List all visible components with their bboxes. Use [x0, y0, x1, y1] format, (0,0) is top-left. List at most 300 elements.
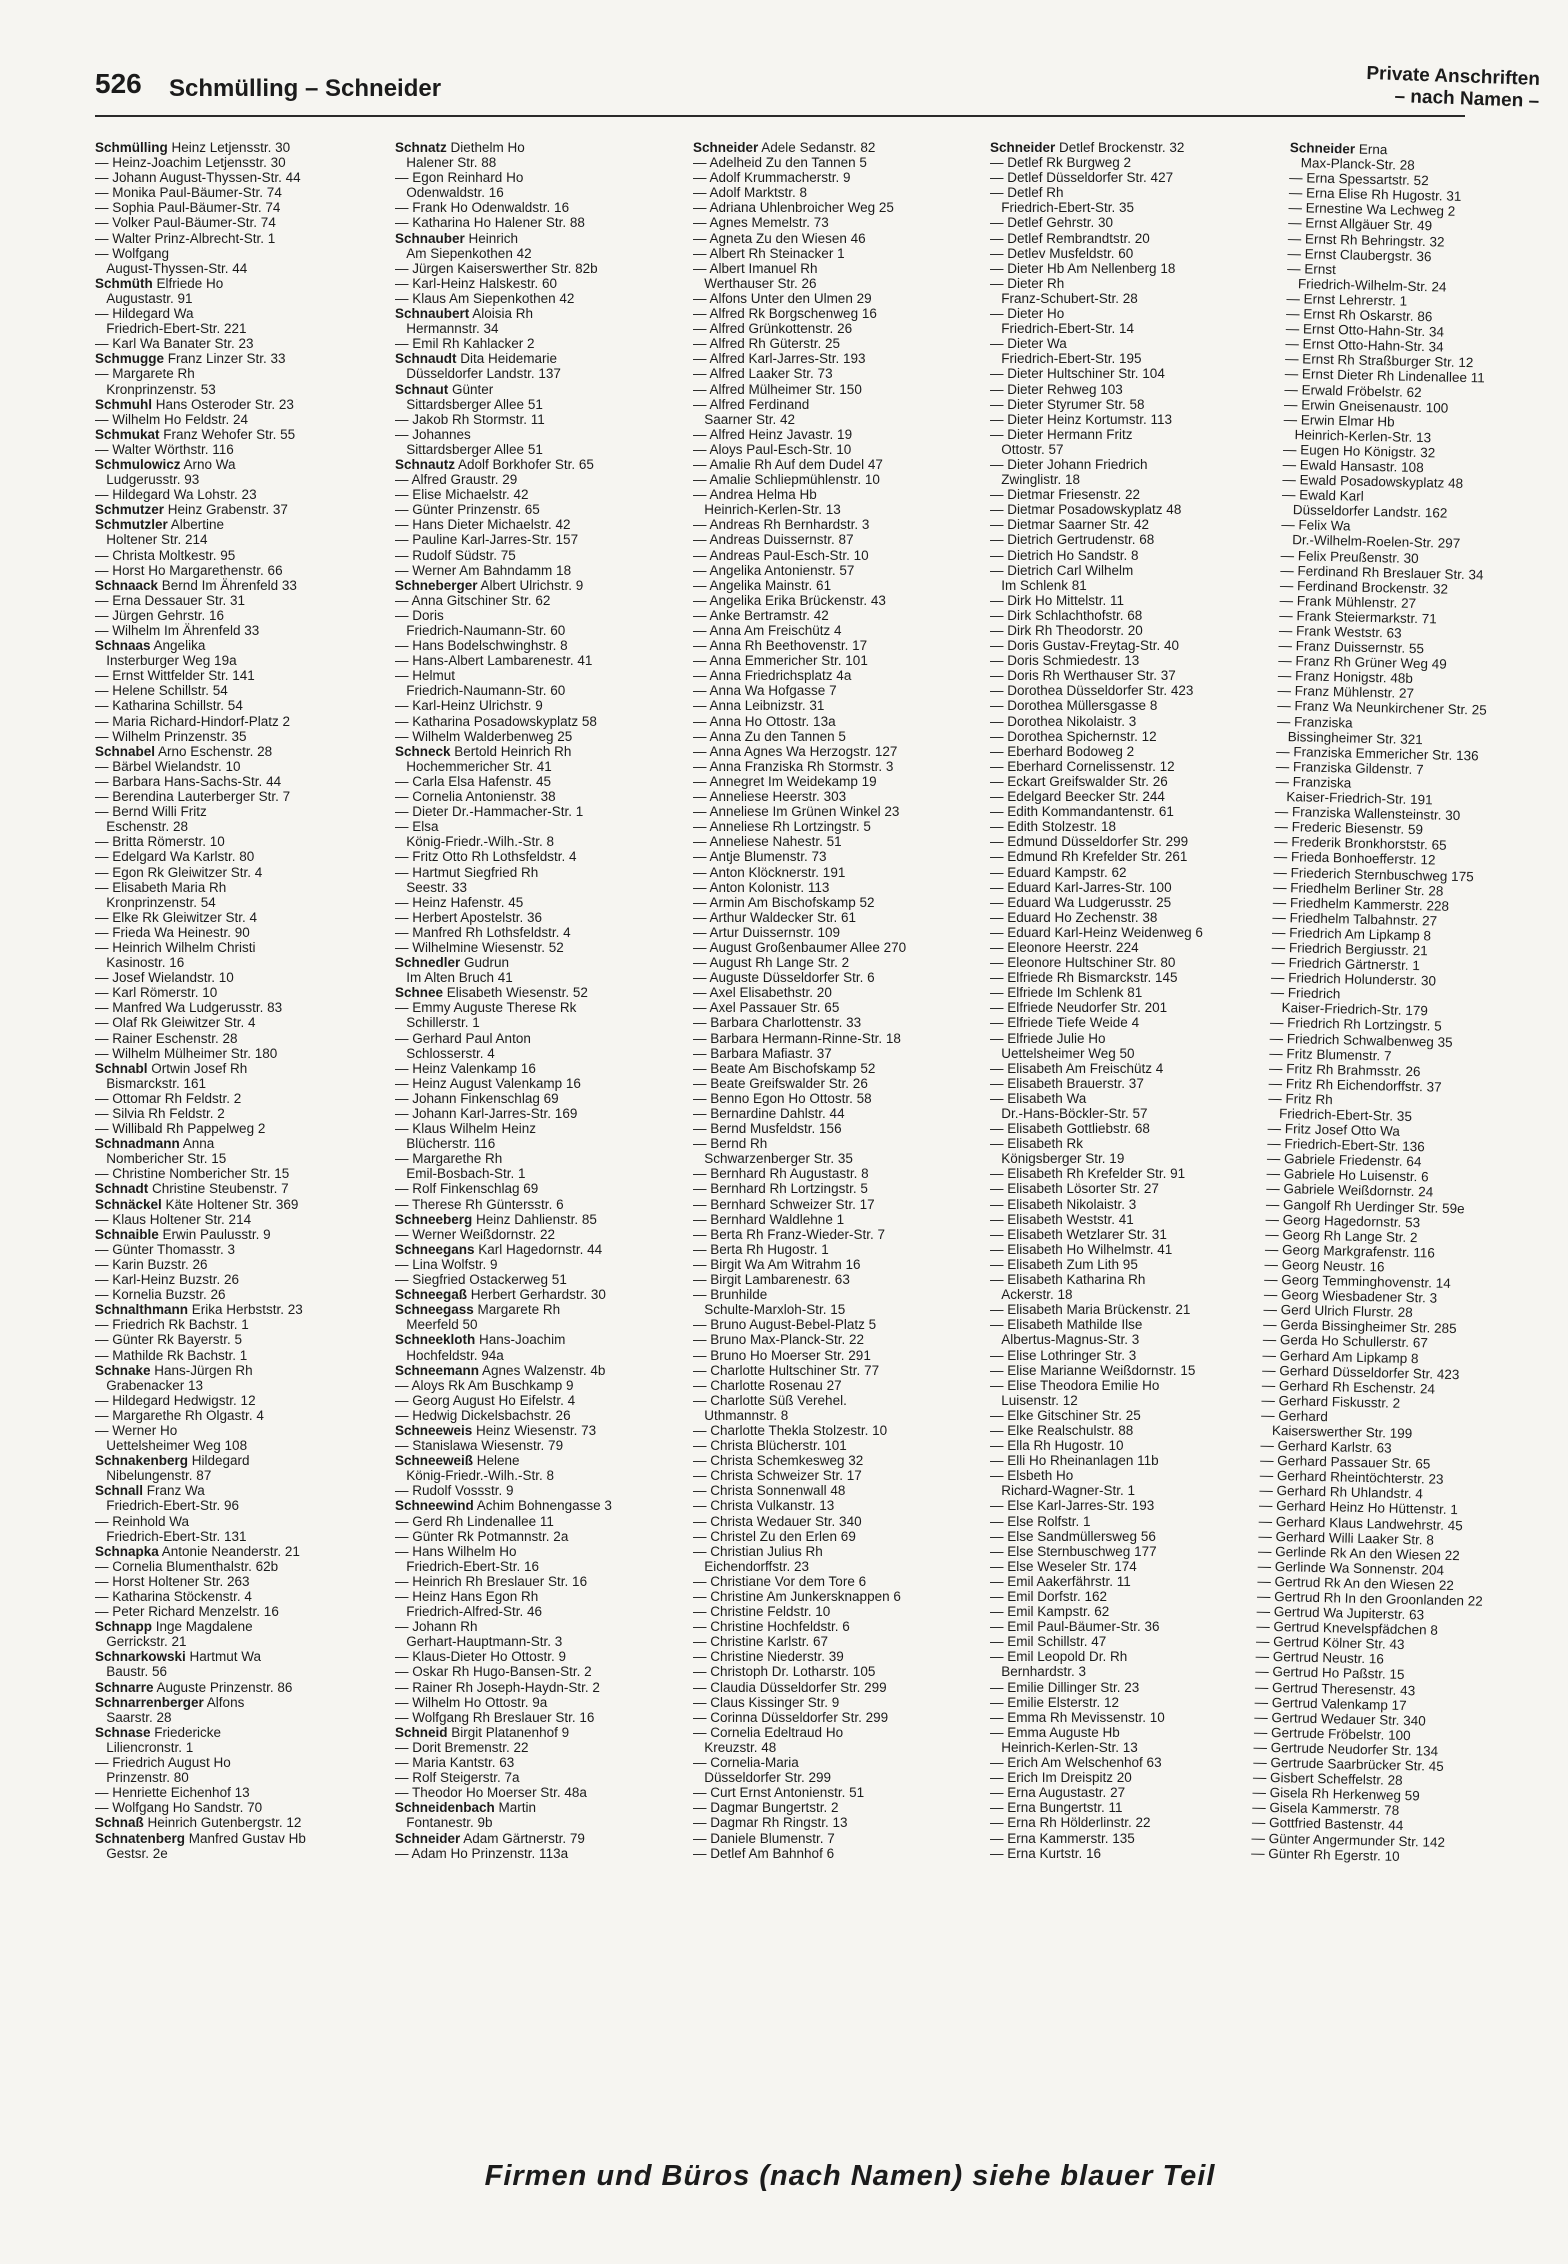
directory-entry: — Rainer Rh Joseph-Haydn-Str. 2 — [395, 1679, 600, 1695]
directory-entry: — Theodor Ho Moerser Str. 48a — [395, 1785, 587, 1801]
directory-entry: Hochfeldstr. 94a — [395, 1347, 504, 1363]
directory-entry: Ludgerusstr. 93 — [95, 472, 200, 488]
directory-entry: — Alfred Heinz Javastr. 19 — [693, 426, 853, 442]
directory-entry: Königsberger Str. 19 — [990, 1151, 1125, 1167]
directory-entry: — Gerhard Karlstr. 63 — [1260, 1437, 1392, 1456]
directory-entry: — Beate Am Bischofskamp 52 — [693, 1060, 876, 1076]
directory-entry: — Berta Rh Hugostr. 1 — [693, 1241, 829, 1257]
directory-entry: August-Thyssen-Str. 44 — [95, 260, 248, 276]
directory-entry: — Klaus Am Siepenkothen 42 — [395, 290, 575, 306]
directory-entry: — Rolf Steigerstr. 7a — [395, 1770, 520, 1786]
directory-entry: — Edelgard Beecker Str. 244 — [990, 789, 1165, 805]
directory-entry: — Edelgard Wa Karlstr. 80 — [95, 849, 255, 865]
directory-entry: Nombericher Str. 15 — [95, 1151, 227, 1167]
section-label-line2: – nach Namen – — [1394, 85, 1540, 113]
directory-entry: — Eberhard Cornelissenstr. 12 — [990, 758, 1175, 774]
directory-entry: — Rainer Eschenstr. 28 — [95, 1030, 238, 1046]
directory-entry: — Heinz August Valenkamp 16 — [395, 1075, 581, 1091]
directory-entry: — Gerhard Düsseldorfer Str. 423 — [1261, 1362, 1460, 1382]
directory-entry: — Elsa — [395, 819, 439, 835]
directory-entry: — Dieter Rh — [990, 275, 1065, 291]
directory-entry: — Erich Am Welschenhof 63 — [990, 1755, 1162, 1771]
directory-entry: — Frieda Bonhoefferstr. 12 — [1273, 849, 1436, 868]
directory-entry: — Margarethe Rh — [395, 1151, 503, 1167]
directory-entry: Schneck Bertold Heinrich Rh — [395, 743, 572, 759]
directory-entry: — Gerhard Klaus Landwehrstr. 45 — [1258, 1513, 1463, 1533]
directory-entry: — Frieda Wa Heinestr. 90 — [95, 924, 250, 940]
directory-entry: — Elisabeth Maria Brückenstr. 21 — [990, 1302, 1191, 1318]
directory-entry: — Cornelia Antonienstr. 38 — [395, 789, 556, 805]
directory-entry: — Anna Franziska Rh Stormstr. 3 — [693, 758, 894, 774]
directory-entry: — Wilhelm Walderbenweg 25 — [395, 728, 573, 744]
directory-entry: Eichendorffstr. 23 — [693, 1558, 810, 1574]
directory-entry: — Anna Wa Hofgasse 7 — [693, 683, 837, 699]
directory-entry: — Bernd Rh — [693, 1136, 768, 1152]
directory-entry: — Alfred Grünkottenstr. 26 — [693, 321, 853, 337]
directory-entry: — Walter Prinz-Albrecht-Str. 1 — [95, 230, 276, 246]
directory-entry: Hochemmericher Str. 41 — [395, 758, 552, 774]
directory-entry: Schnee Elisabeth Wiesenstr. 52 — [395, 985, 588, 1001]
directory-entry: — Friedrich Bergiusstr. 21 — [1271, 939, 1428, 959]
directory-entry: Saarner Str. 42 — [693, 411, 796, 427]
directory-entry: — Friedrich-Ebert-Str. 136 — [1267, 1135, 1425, 1155]
directory-entry: — Klaus Holtener Str. 214 — [95, 1211, 252, 1227]
directory-entry: — Johann Karl-Jarres-Str. 169 — [395, 1106, 578, 1121]
directory-entry: Schnaß Heinrich Gutenbergstr. 12 — [95, 1815, 302, 1831]
directory-entry: Schneider Adam Gärtnerstr. 79 — [395, 1830, 585, 1846]
directory-entry: Schnautz Adolf Borkhofer Str. 65 — [395, 456, 594, 472]
directory-entry: — Dirk Schlachthofstr. 68 — [990, 607, 1143, 623]
directory-entry: — Dieter Heinz Kortumstr. 113 — [990, 411, 1173, 427]
directory-entry: Richard-Wagner-Str. 1 — [990, 1483, 1136, 1499]
directory-entry: Uthmannstr. 8 — [693, 1407, 789, 1423]
directory-entry: — Volker Paul-Bäumer-Str. 74 — [95, 215, 276, 231]
directory-entry: — Emilie Dillinger Str. 23 — [990, 1679, 1140, 1695]
directory-entry: Schneider Adele Sedanstr. 82 — [693, 140, 876, 155]
directory-entry: — Manfred Wa Ludgerusstr. 83 — [95, 1000, 283, 1016]
directory-entry: — Dagmar Bungertstr. 2 — [693, 1800, 839, 1816]
directory-entry: — Gerda Ho Schullerstr. 67 — [1262, 1332, 1428, 1351]
directory-entry: — Fritz Rh Brahmsstr. 26 — [1268, 1060, 1421, 1079]
directory-entry: — Friederich Sternbuschweg 175 — [1273, 864, 1474, 884]
directory-entry: — Alfred Rk Borgschenweg 16 — [693, 306, 877, 322]
directory-entry: — Anna Am Freischütz 4 — [693, 623, 842, 638]
directory-entry: — Gertrud Rk An den Wiesen 22 — [1257, 1573, 1455, 1593]
directory-entry: — Else Sandmüllersweg 56 — [990, 1528, 1156, 1544]
directory-entry: — Gertrud Wedauer Str. 340 — [1254, 1709, 1426, 1729]
directory-entry: Kaiser-Friedrich-Str. 179 — [1270, 1000, 1429, 1019]
directory-entry: Kasinostr. 16 — [95, 955, 185, 971]
directory-entry: — Alfred Karl-Jarres-Str. 193 — [693, 351, 866, 367]
directory-entry: Schneeberg Heinz Dahlienstr. 85 — [395, 1211, 597, 1227]
directory-entry: — Walter Wörthstr. 116 — [95, 441, 234, 457]
directory-entry: — Bernhard Waldlehne 1 — [693, 1211, 845, 1227]
directory-entry: — Gertrud Ho Paßstr. 15 — [1255, 1664, 1405, 1683]
directory-entry: — Alfons Unter den Ulmen 29 — [693, 290, 872, 306]
directory-entry: — Georg August Ho Eifelstr. 4 — [395, 1392, 576, 1408]
directory-entry: — Artur Duissernstr. 109 — [693, 924, 841, 940]
directory-entry: Schmülling Heinz Letjensstr. 30 — [95, 140, 291, 155]
directory-entry: Friedrich-Ebert-Str. 14 — [990, 321, 1135, 337]
directory-entry: — Curt Ernst Antonienstr. 51 — [693, 1785, 865, 1801]
directory-entry: — Frank Mühlenstr. 27 — [1279, 592, 1417, 611]
directory-entry: Gerhart-Hauptmann-Str. 3 — [395, 1634, 563, 1650]
directory-entry: — Emma Rh Mevissenstr. 10 — [990, 1709, 1165, 1725]
directory-entry: — Erich Im Dreispitz 20 — [990, 1770, 1132, 1786]
directory-entry: — Barbara Hermann-Rinne-Str. 18 — [693, 1030, 901, 1046]
directory-entry: — Ernst Dieter Rh Lindenallee 11 — [1284, 366, 1485, 386]
directory-entry: — Emil Aakerfährstr. 11 — [990, 1573, 1131, 1589]
directory-entry: — Gabriele Friedenstr. 64 — [1266, 1151, 1422, 1170]
directory-entry: — Christel Zu den Erlen 69 — [693, 1528, 856, 1544]
directory-entry: — Gerhard Fiskusstr. 2 — [1261, 1392, 1401, 1411]
directory-entry: — Jakob Rh Stormstr. 11 — [395, 411, 545, 427]
directory-entry: Ackerstr. 18 — [990, 1287, 1073, 1303]
directory-entry: — Christine Niederstr. 39 — [693, 1649, 844, 1665]
directory-entry: — Benno Egon Ho Ottostr. 58 — [693, 1090, 872, 1106]
directory-entry: — Barbara Charlottenstr. 33 — [693, 1015, 862, 1031]
directory-entry: — Angelika Antonienstr. 57 — [693, 562, 855, 578]
directory-entry: Schneeweiß Helene — [395, 1453, 520, 1469]
directory-entry: Schmutzer Heinz Grabenstr. 37 — [95, 502, 288, 518]
directory-entry: — Corinna Düsseldorfer Str. 299 — [693, 1709, 889, 1725]
directory-entry: — Gerhard — [1260, 1407, 1328, 1425]
directory-entry: Friedrich-Naumann-Str. 60 — [395, 683, 566, 699]
directory-entry: — Ella Rh Hugostr. 10 — [990, 1438, 1124, 1454]
directory-entry: Schnadmann Anna — [95, 1136, 215, 1152]
directory-entry: Schnall Franz Wa — [95, 1483, 205, 1499]
directory-entry: — Ferdinand Brockenstr. 32 — [1279, 577, 1449, 597]
directory-entry: — Ernst Rh Oskarstr. 86 — [1285, 305, 1433, 325]
directory-entry: — Fritz Otto Rh Lothsfeldstr. 4 — [395, 849, 577, 865]
directory-entry: — Gabriele Ho Luisenstr. 6 — [1266, 1166, 1429, 1185]
directory-entry: Schnabel Arno Eschenstr. 28 — [95, 743, 273, 759]
directory-entry: Dr.-Wilhelm-Roelen-Str. 297 — [1280, 532, 1461, 552]
directory-entry: Ottostr. 57 — [990, 441, 1064, 457]
directory-entry: Schneidenbach Martin — [395, 1800, 537, 1816]
directory-entry: — Amalie Schliepmühlenstr. 10 — [693, 472, 880, 488]
directory-entry: Luisenstr. 12 — [990, 1392, 1078, 1408]
directory-entry: — Christa Moltkestr. 95 — [95, 547, 236, 563]
directory-entry: — August Rh Lange Str. 2 — [693, 955, 850, 971]
directory-entry: Max-Planck-Str. 28 — [1289, 155, 1415, 173]
directory-entry: — Maria Kantstr. 63 — [395, 1755, 515, 1771]
directory-entry: Schnatenberg Manfred Gustav Hb — [95, 1830, 306, 1846]
directory-entry: Schnäckel Käte Holtener Str. 369 — [95, 1196, 299, 1212]
directory-entry: — Amalie Rh Auf dem Dudel 47 — [693, 456, 883, 472]
directory-entry: Düsseldorfer Landstr. 162 — [1281, 502, 1448, 521]
directory-entry: Sittardsberger Allee 51 — [395, 441, 543, 457]
directory-entry: — Friedhelm Berliner Str. 28 — [1272, 879, 1444, 899]
directory-entry: Friedrich-Alfred-Str. 46 — [395, 1604, 543, 1620]
directory-entry: — Elisabeth Zum Lith 95 — [990, 1256, 1138, 1272]
directory-entry: — Franz Duissernstr. 55 — [1278, 637, 1425, 657]
directory-entry: — Anna Emmericher Str. 101 — [693, 653, 868, 669]
directory-entry: — Bruno Ho Moerser Str. 291 — [693, 1347, 871, 1363]
directory-entry: — Christa Schweizer Str. 17 — [693, 1468, 862, 1484]
directory-entry: — Georg Neustr. 16 — [1264, 1256, 1385, 1275]
directory-entry: — Karin Buzstr. 26 — [95, 1256, 208, 1272]
directory-entry: Friedrich-Ebert-Str. 35 — [1267, 1105, 1413, 1125]
directory-entry: — Frank Steiermarkstr. 71 — [1279, 607, 1437, 627]
directory-entry: — Henriette Eichenhof 13 — [95, 1785, 250, 1801]
directory-entry: — Erna Rh Hölderlinstr. 22 — [990, 1815, 1151, 1831]
directory-entry: — Bruno Max-Planck-Str. 22 — [693, 1332, 865, 1348]
directory-entry: — Annegret Im Weidekamp 19 — [693, 773, 877, 789]
directory-entry: — Mathilde Rk Bachstr. 1 — [95, 1347, 248, 1363]
directory-entry: — Claus Kissinger Str. 9 — [693, 1694, 840, 1710]
directory-entry: — Emil Paul-Bäumer-Str. 36 — [990, 1619, 1160, 1635]
directory-entry: — Alfred Rh Güterstr. 25 — [693, 336, 841, 352]
directory-entry: — Hans Wilhelm Ho — [395, 1543, 517, 1559]
directory-entry: — Anna Leibnizstr. 31 — [693, 698, 825, 714]
directory-entry: — Andrea Helma Hb — [693, 487, 817, 503]
directory-entry: — Friedhelm Kammerstr. 228 — [1272, 894, 1450, 914]
directory-entry: Schwarzenberger Str. 35 — [693, 1151, 853, 1167]
directory-entry: — Friedrich Schwalbenweg 35 — [1269, 1030, 1453, 1050]
directory-entry: — Bernhard Schweizer Str. 17 — [693, 1196, 875, 1212]
directory-entry: — Elfriede Julie Ho — [990, 1030, 1106, 1046]
directory-entry: — Christa Blücherstr. 101 — [693, 1438, 847, 1454]
directory-entry: — Christa Sonnenwall 48 — [693, 1483, 846, 1499]
directory-entry: — Elise Michaelstr. 42 — [395, 487, 529, 503]
directory-entry: — Katharina Posadowskyplatz 58 — [395, 713, 597, 729]
directory-column-1 — [95, 140, 383, 1861]
directory-entry: Schmutzler Albertine — [95, 517, 225, 533]
directory-entry: — Fritz Josef Otto Wa — [1267, 1120, 1400, 1139]
directory-entry: — Emil Rh Kahlacker 2 — [395, 336, 535, 352]
directory-entry: — Heinrich Rh Breslauer Str. 16 — [395, 1573, 588, 1589]
directory-entry: — Sophia Paul-Bäumer-Str. 74 — [95, 200, 281, 216]
directory-entry: Emil-Bosbach-Str. 1 — [395, 1166, 526, 1182]
directory-entry: — Elisabeth Nikolaistr. 3 — [990, 1196, 1137, 1212]
directory-entry: — Andreas Rh Bernhardstr. 3 — [693, 517, 870, 533]
directory-entry: — Agneta Zu den Wiesen 46 — [693, 230, 866, 246]
directory-entry: — Hartmut Siegfried Rh — [395, 864, 539, 880]
directory-entry: — Hildegard Wa Lohstr. 23 — [95, 487, 257, 503]
directory-entry: — Emil Dorfstr. 162 — [990, 1589, 1108, 1604]
directory-entry: — Ernst Wittfelder Str. 141 — [95, 668, 255, 684]
directory-entry: — Christiane Vor dem Tore 6 — [693, 1573, 867, 1589]
directory-entry: Schnaible Erwin Paulusstr. 9 — [95, 1226, 271, 1242]
directory-entry: — Armin Am Bischofskamp 52 — [693, 894, 875, 910]
directory-entry: — Christa Schemkesweg 32 — [693, 1453, 864, 1469]
directory-entry: — Christine Feldstr. 10 — [693, 1604, 831, 1620]
directory-entry: — Gerlinde Wa Sonnenstr. 204 — [1257, 1558, 1445, 1578]
directory-entry: Schlosserstr. 4 — [395, 1045, 495, 1061]
directory-entry: — Elise Marianne Weißdornstr. 15 — [990, 1362, 1196, 1378]
directory-entry: — Dorothea Müllersgasse 8 — [990, 698, 1158, 714]
directory-entry: — Elise Lothringer Str. 3 — [990, 1347, 1137, 1363]
directory-entry: — Ewald Hansastr. 108 — [1282, 456, 1424, 476]
directory-entry: — Gisela Kammerstr. 78 — [1251, 1799, 1400, 1819]
directory-entry: Schnarre Auguste Prinzenstr. 86 — [95, 1679, 293, 1695]
directory-entry: — Dietrich Carl Wilhelm — [990, 562, 1134, 578]
directory-entry: — Doris Gustav-Freytag-Str. 40 — [990, 638, 1180, 654]
directory-entry: — Elisabeth Wetzlarer Str. 31 — [990, 1226, 1167, 1242]
directory-entry: — Herbert Apostelstr. 36 — [395, 909, 543, 925]
page-header — [95, 60, 1540, 118]
directory-entry: — Erna Bungertstr. 11 — [990, 1800, 1123, 1816]
directory-entry: — Karl-Heinz Ulrichstr. 9 — [395, 698, 543, 714]
directory-entry: — Antje Blumenstr. 73 — [693, 849, 827, 865]
directory-entry: — Elke Realschulstr. 88 — [990, 1422, 1134, 1438]
directory-entry: — Elisabeth Rk — [990, 1136, 1084, 1152]
directory-entry: — Wolfgang — [95, 245, 170, 261]
directory-entry: — Emil Leopold Dr. Rh — [990, 1649, 1128, 1665]
directory-entry: — Christoph Dr. Lotharstr. 105 — [693, 1664, 876, 1680]
directory-entry: — Else Weseler Str. 174 — [990, 1558, 1137, 1574]
directory-entry: — Georg Hagedornstr. 53 — [1265, 1211, 1421, 1230]
directory-entry: Hermannstr. 34 — [395, 321, 499, 337]
directory-entry: — Edith Stolzestr. 18 — [990, 819, 1117, 835]
directory-entry: — Christian Julius Rh — [693, 1543, 823, 1559]
directory-entry: — Georg Temminghovenstr. 14 — [1263, 1271, 1451, 1291]
directory-entry: — Eduard Karl-Heinz Weidenweg 6 — [990, 924, 1203, 940]
directory-entry: — Angelika Erika Brückenstr. 43 — [693, 592, 886, 608]
directory-entry: — Alfred Ferdinand — [693, 396, 810, 412]
directory-entry: — Dieter Hultschiner Str. 104 — [990, 366, 1165, 382]
directory-entry: — Anneliese Heerstr. 303 — [693, 789, 847, 805]
directory-entry: — Bärbel Wielandstr. 10 — [95, 758, 241, 774]
directory-entry: Düsseldorfer Landstr. 137 — [395, 366, 561, 382]
directory-entry: — Klaus-Dieter Ho Ottostr. 9 — [395, 1649, 567, 1665]
directory-entry: — Elfriede Neudorfer Str. 201 — [990, 1000, 1168, 1016]
directory-entry: — Albert Imanuel Rh — [693, 260, 818, 276]
directory-entry: — Erwald Fröbelstr. 62 — [1284, 381, 1422, 400]
directory-entry: — Jürgen Gehrstr. 16 — [95, 607, 225, 623]
directory-entry: — Elisabeth Ho Wilhelmstr. 41 — [990, 1241, 1173, 1257]
directory-entry: — Ernst Rh Behringstr. 32 — [1287, 230, 1445, 250]
directory-entry: Friedrich-Ebert-Str. 96 — [95, 1498, 240, 1514]
directory-entry: — Christa Wedauer Str. 340 — [693, 1513, 862, 1529]
directory-entry: — Anton Klöcknerstr. 191 — [693, 864, 846, 880]
directory-entry: Schnaudt Dita Heidemarie — [395, 351, 558, 367]
directory-entry: — Gertrude Saarbrücker Str. 45 — [1253, 1754, 1444, 1774]
directory-entry: — Gerhard Rh Uhlandstr. 4 — [1259, 1482, 1424, 1502]
directory-entry: — Barbara Mafiastr. 37 — [693, 1045, 832, 1061]
directory-entry: — Gerd Rh Lindenallee 11 — [395, 1513, 554, 1529]
footer-note: Firmen und Büros (nach Namen) siehe blauer Teil — [484, 2160, 1216, 2192]
directory-entry: — Erna Elise Rh Hugostr. 31 — [1288, 185, 1462, 205]
directory-entry: — Elisabeth Brauerstr. 37 — [990, 1075, 1144, 1091]
directory-entry: — Detlef Rh — [990, 185, 1064, 201]
directory-entry: — Günter Rk Bayerstr. 5 — [95, 1332, 243, 1348]
directory-entry: — Hildegard Wa — [95, 306, 194, 322]
directory-entry: — Egon Rk Gleiwitzer Str. 4 — [95, 864, 263, 880]
directory-entry: — Wilhelm Ho Ottostr. 9a — [395, 1694, 548, 1710]
directory-entry: — Alfred Graustr. 29 — [395, 472, 518, 488]
directory-entry: — Frederic Biesenstr. 59 — [1274, 819, 1424, 838]
directory-entry: — Johann Rh — [395, 1619, 478, 1635]
directory-entry: — Edith Kommandantenstr. 61 — [990, 804, 1174, 820]
directory-entry: Friedrich-Ebert-Str. 221 — [95, 321, 247, 337]
directory-entry: — Felix Wa — [1281, 517, 1351, 534]
directory-entry: Friedrich-Ebert-Str. 131 — [95, 1528, 247, 1544]
directory-entry: — Dorit Bremenstr. 22 — [395, 1739, 529, 1755]
directory-entry: — Maria Richard-Hindorf-Platz 2 — [95, 713, 291, 729]
directory-entry: — Albert Rh Steinacker 1 — [693, 245, 845, 261]
directory-entry: — Elisabeth Lösorter Str. 27 — [990, 1181, 1159, 1197]
directory-entry: — Charlotte Hultschiner Str. 77 — [693, 1362, 880, 1378]
directory-entry: Bismarckstr. 161 — [95, 1075, 207, 1091]
directory-entry: — Gerlinde Rk An den Wiesen 22 — [1257, 1543, 1460, 1563]
directory-entry: — Fritz Rh Eichendorffstr. 37 — [1268, 1075, 1442, 1095]
directory-entry: — Dorothea Nikolaistr. 3 — [990, 713, 1137, 729]
directory-entry: — Anton Kolonistr. 113 — [693, 879, 830, 895]
directory-entry: — Gertrud Neustr. 16 — [1255, 1648, 1385, 1667]
directory-entry: Schnedler Gudrun — [395, 955, 510, 971]
directory-entry: Kronprinzenstr. 54 — [95, 894, 216, 910]
directory-entry: — Claudia Düsseldorfer Str. 299 — [693, 1679, 887, 1695]
directory-entry: — Dieter Styrumer Str. 58 — [990, 396, 1145, 412]
directory-entry: — Gertrud Valenkamp 17 — [1254, 1694, 1407, 1713]
directory-entry: — Gisbert Scheffelstr. 28 — [1252, 1769, 1403, 1789]
directory-entry: Schnabl Ortwin Josef Rh — [95, 1060, 248, 1076]
directory-entry: Schnase Friedericke — [95, 1724, 222, 1740]
directory-entry: — Christine Hochfeldstr. 6 — [693, 1619, 850, 1635]
directory-entry: Schmuhl Hans Osteroder Str. 23 — [95, 396, 294, 412]
directory-entry: — Erna Kammerstr. 135 — [990, 1830, 1135, 1846]
directory-entry: — Fritz Rh — [1268, 1090, 1333, 1108]
directory-entry: — Detlef Am Bahnhof 6 — [693, 1845, 835, 1861]
directory-entry: König-Friedr.-Wilh.-Str. 8 — [395, 1468, 555, 1484]
directory-entry: — Britta Römerstr. 10 — [95, 834, 225, 850]
directory-entry: — Dietmar Posadowskyplatz 48 — [990, 502, 1182, 518]
directory-entry: — Günter Prinzenstr. 65 — [395, 502, 540, 518]
directory-entry: Eschenstr. 28 — [95, 819, 189, 835]
directory-entry: — Anneliese Nahestr. 51 — [693, 834, 842, 850]
directory-entry: — Gertrud Kölner Str. 43 — [1255, 1633, 1405, 1653]
directory-entry: — Therese Rh Güntersstr. 6 — [395, 1196, 564, 1212]
directory-entry: — Dieter Ho — [990, 306, 1065, 322]
directory-entry: — Dagmar Rh Ringstr. 13 — [693, 1815, 848, 1831]
directory-entry: — Charlotte Thekla Stolzestr. 10 — [693, 1422, 888, 1438]
directory-entry: — Gerhard Rh Eschenstr. 24 — [1261, 1377, 1436, 1397]
directory-entry: — Aloys Paul-Esch-Str. 10 — [693, 441, 852, 457]
directory-entry: Schneegans Karl Hagedornstr. 44 — [395, 1241, 603, 1257]
directory-entry: — Elisabeth Maria Rh — [95, 879, 227, 895]
directory-entry: — Dorothea Spichernstr. 12 — [990, 728, 1157, 744]
directory-entry: — Bernhard Rh Augustastr. 8 — [693, 1166, 869, 1182]
directory-entry: — Doris — [395, 607, 444, 623]
directory-entry: — Elisabeth Rh Krefelder Str. 91 — [990, 1166, 1186, 1182]
directory-entry: Gestsr. 2e — [95, 1845, 168, 1861]
directory-entry: — Emil Schillstr. 47 — [990, 1634, 1107, 1650]
directory-entry: Friedrich-Naumann-Str. 60 — [395, 623, 566, 638]
directory-entry: — Heinz Hans Egon Rh — [395, 1589, 539, 1604]
directory-entry: Schneeweis Heinz Wiesenstr. 73 — [395, 1422, 597, 1438]
directory-entry: — Christine Karlstr. 67 — [693, 1634, 829, 1650]
directory-entry: — Horst Ho Margarethenstr. 66 — [95, 562, 283, 578]
directory-entry: — Emmy Auguste Therese Rk — [395, 1000, 577, 1016]
directory-entry: Schneider Erna — [1289, 140, 1388, 158]
directory-entry: — Silvia Rh Feldstr. 2 — [95, 1106, 225, 1121]
directory-entry: — Franziska Wallensteinstr. 30 — [1274, 803, 1461, 824]
section-label-line1: Private Anschriften — [1366, 62, 1541, 91]
directory-entry: — Detlev Musfeldstr. 60 — [990, 245, 1134, 261]
directory-entry: — Olaf Rk Gleiwitzer Str. 4 — [95, 1015, 256, 1031]
directory-entry: — Christa Vulkanstr. 13 — [693, 1498, 835, 1514]
directory-entry: — Franz Honigstr. 48b — [1277, 668, 1414, 687]
directory-entry: — Beate Greifswalder Str. 26 — [693, 1075, 868, 1091]
directory-entry: — Rudolf Südstr. 75 — [395, 547, 516, 563]
directory-entry: — Andreas Duissernstr. 87 — [693, 532, 854, 548]
directory-entry: Schneewind Achim Bohnengasse 3 — [395, 1498, 612, 1514]
directory-entry: — Frank Weststr. 63 — [1278, 622, 1402, 641]
directory-entry: — Stanislawa Wiesenstr. 79 — [395, 1438, 564, 1454]
directory-entry: — Emma Auguste Hb — [990, 1724, 1120, 1740]
